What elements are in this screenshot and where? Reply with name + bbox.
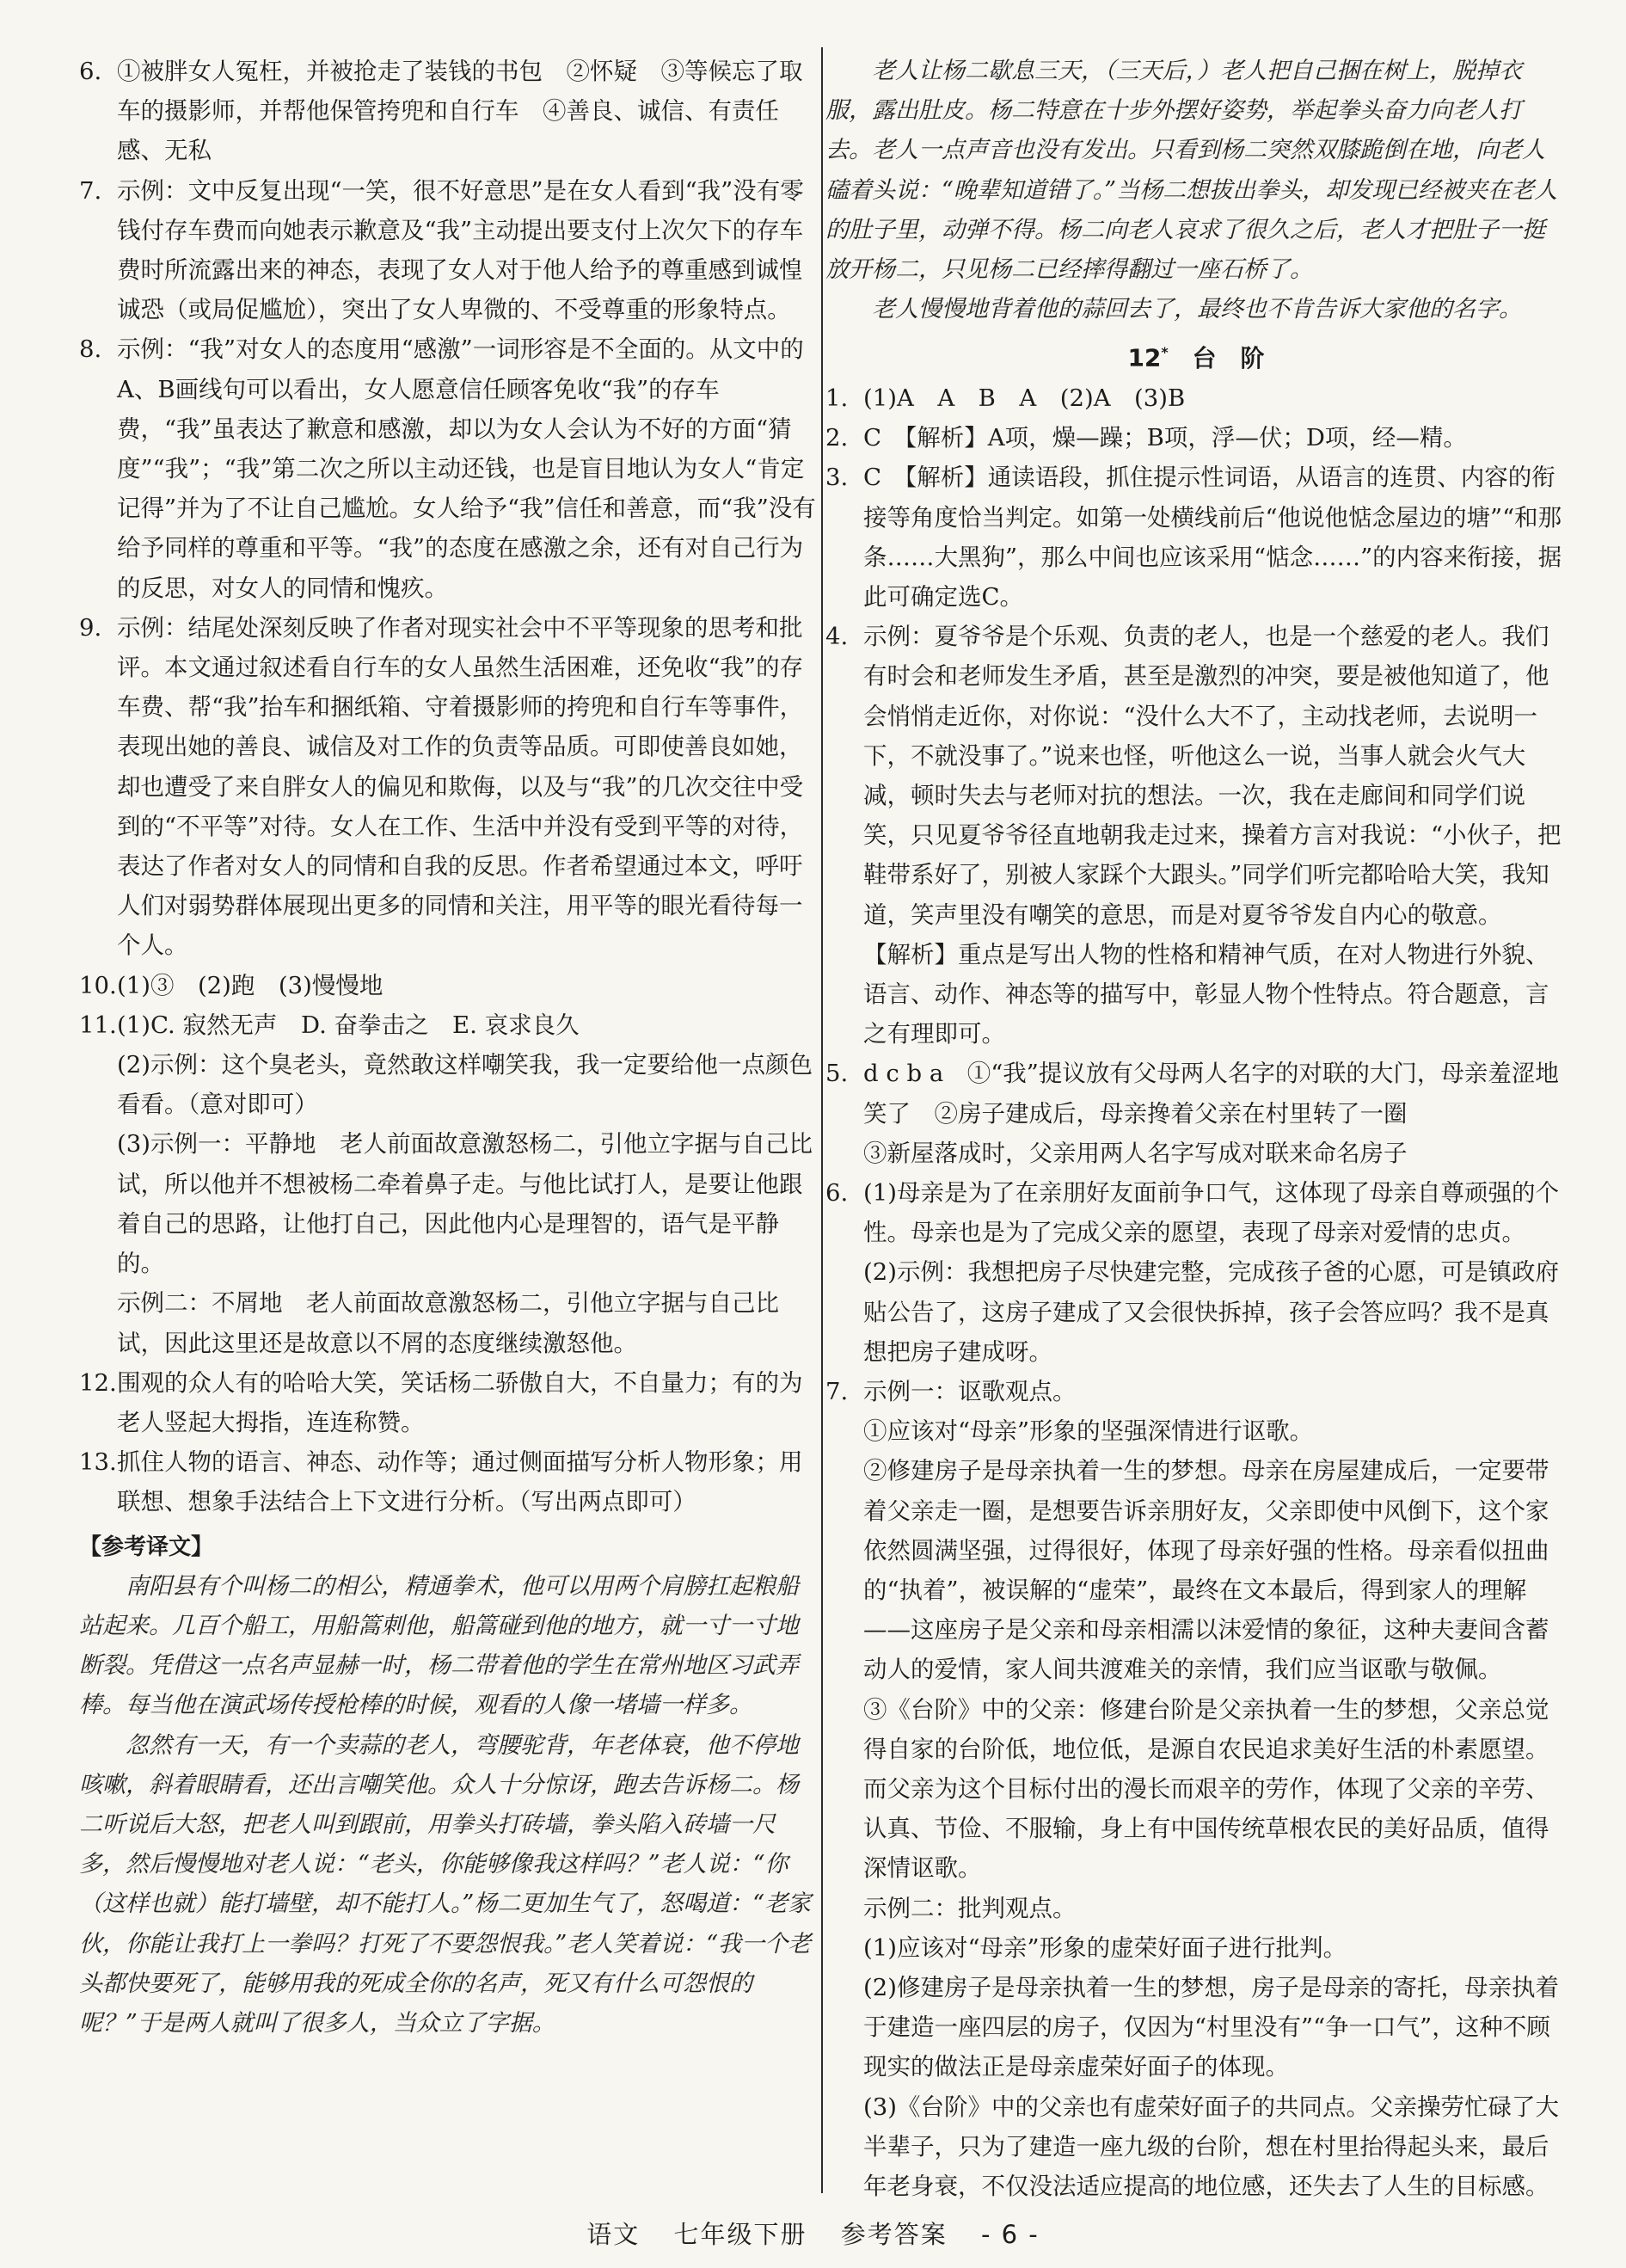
answer-text: 示例：结尾处深刻反映了作者对现实社会中不平等现象的思考和批评。本文通过叙述看自行车的女人虽然生活困难，还免收“我”的存车费、帮“我”抬车和捆纸箱、守着摄影师的挎兜和自行车等事件，表现出她的善良、诚信及对工作的负责等品质。可即使善良如她，却也遭受了来自胖女人的偏见和欺侮，以及与“我”的几次交往中受到的“不平等”对待。女人在工作、生活中并没有受到平等的对待，表达了作者对女人的同情和自我的反思。作者希望通过本文，呼吁人们对弱势群体展现出更多的同情和关注，用平等的眼光看待每一个人。 — [117, 613, 804, 960]
answer-text: 示例：文中反复出现“一笑，很不好意思”是在女人看到“我”没有零钱付存车费而向她表示歉意及“我”主动提出要支付上次欠下的存车费时所流露出来的神态，表现了女人对于他人给予的尊重感到诚惶诚恐（或局促尴尬），突出了女人卑微的、不受尊重的形象特点。 — [117, 176, 804, 324]
translation-body — [79, 1567, 820, 2044]
answer-item — [79, 171, 820, 330]
answer-text: 示例二：不屑地 老人前面故意激怒杨二，引他立字据与自己比试，因此这里还是故意以不屑的态度继续激怒他。 — [117, 1289, 779, 1357]
section-mark: * — [1161, 344, 1169, 361]
answer-number: 8. — [79, 335, 102, 364]
answer-text: (3)示例一：平静地 老人前面故意激怒杨二，引他立字据与自己比试，所以他并不想被杨二牵着鼻子走。与他比试打人，是要让他跟着自己的思路，让他打自己，因此他内心是理智的，语气是平静的。 — [117, 1130, 813, 1278]
footer-label: 参考答案 — [840, 2220, 948, 2249]
answer-number: 6. — [825, 1179, 849, 1208]
answer-text: (2)修建房子是母亲执着一生的梦想，房子是母亲的寄托，母亲执着于建造一座四层的房子，仅因为“村里没有”“争一口气”，这种不顾现实的做法正是母亲虚荣好面子的体现。 — [863, 1974, 1559, 2081]
answer-text: 示例：夏爷爷是个乐观、负责的老人，也是一个慈爱的老人。我们有时会和老师发生矛盾，甚至是激烈的冲突，要是被他知道了，他会悄悄走近你，对你说：“没什么大不了，主动找老师，去说明一下，不就没事了。”说来也怪，听他这么一说，当事人就会火气大减，顿时失去与老师对抗的想法。一次，我在走廊间和同学们说笑，只见夏爷爷径直地朝我走过来，操着方言对我说：“小伙子，把鞋带系好了，别被人家踩个大跟头。”同学们听完都哈哈大笑，我知道，笑声里没有嘲笑的意思，而是对夏爷爷发自内心的敬意。 — [863, 623, 1562, 929]
answer-text: C 【解析】通读语段，抓住提示性词语，从语言的连贯、内容的衔接等角度恰当判定。如第一处横线前后“他说他惦念屋边的塘”“和那条……大黑狗”，那么中间也应该采用“惦念……”的内容来衔接，据此可确定选C。 — [863, 464, 1562, 611]
section-number: 12 — [1127, 343, 1162, 372]
answer-number: 10. — [79, 971, 117, 999]
page-footer — [0, 2216, 1626, 2251]
footer-page-number: - 6 - — [980, 2220, 1040, 2249]
answer-item — [825, 1054, 1567, 1173]
answer-number: 4. — [825, 623, 849, 651]
answer-item — [825, 1173, 1567, 1372]
answer-text: (1)C. 寂然无声 D. 奋拳击之 E. 哀求良久 — [117, 1011, 580, 1039]
answer-text: ①被胖女人冤枉，并被抢走了装钱的书包 ②怀疑 ③等候忘了取车的摄影师，并帮他保管挎兜和自行车 ④善良、诚信、有责任感、无私 — [117, 58, 803, 165]
answer-item — [79, 608, 820, 966]
answer-number: 5. — [825, 1060, 849, 1088]
answer-text: 示例一：讴歌观点。 — [863, 1378, 1077, 1406]
answer-item — [825, 378, 1567, 418]
translation-paragraph: 老人让杨二歇息三天，（三天后，）老人把自己捆在树上，脱掉衣服，露出肚皮。杨二特意在十步外摆好姿势，举起拳头奋力向老人打去。老人一点声音也没有发出。只看到杨二突然双膝跪倒在地，向老人磕着头说：“晚辈知道错了。”当杨二想拔出拳头，却发现已经被夹在老人的肚子里，动弹不得。杨二向老人哀求了很久之后，老人才把肚子一挺放开杨二，只见杨二已经摔得翻过一座石桥了。 — [825, 58, 1558, 284]
answer-number: 1. — [825, 384, 849, 412]
answer-text: ②修建房子是母亲执着一生的梦想。母亲在房屋建成后，一定要带着父亲走一圈，是想要告诉亲朋好友，父亲即使中风倒下，这个家依然圆满坚强，过得很好，体现了母亲好强的性格。母亲看似扭曲的“执着”，被误解的“虚荣”，最终在文本最后，得到家人的理解——这座房子是父亲和母亲相濡以沫爱情的象征，这种夫妻间含蓄动人的爱情，家人间共渡难关的亲情，我们应当讴歌与敬佩。 — [863, 1457, 1549, 1684]
answer-item — [79, 52, 820, 171]
answer-text: (1)③ (2)跑 (3)慢慢地 — [117, 971, 383, 999]
translation-continued — [825, 52, 1567, 329]
right-answer-list — [825, 378, 1567, 2206]
answer-text: (1)A A B A (2)A (3)B — [863, 384, 1186, 412]
answer-text: 【解析】重点是写出人物的性格和精神气质，在对人物进行外貌、语言、动作、神态等的描写中，彰显人物个性特点。符合题意，言之有理即可。 — [863, 940, 1549, 1048]
translation-paragraph: 老人慢慢地背着他的蒜回去了，最终也不肯告诉大家他的名字。 — [872, 296, 1522, 323]
answer-text: d c b a ①“我”提议放有父母两人名字的对联的大门，母亲羞涩地笑了 ②房子建成后，母亲搀着父亲在村里转了一圈 — [863, 1060, 1559, 1128]
answer-number: 7. — [79, 176, 102, 205]
answer-item — [79, 1442, 820, 1521]
answer-number: 3. — [825, 464, 849, 492]
answer-number: 11. — [79, 1011, 117, 1039]
answer-number: 6. — [79, 58, 102, 85]
answer-item — [825, 617, 1567, 1054]
answer-item — [825, 458, 1567, 617]
answer-text: (1)母亲是为了在亲朋好友面前争口气，这体现了母亲自尊顽强的个性。母亲也是为了完成父亲的愿望，表现了母亲对爱情的忠贞。 — [863, 1179, 1559, 1247]
section-title — [825, 333, 1567, 378]
answer-number: 7. — [825, 1378, 849, 1406]
answer-text: 抓住人物的语言、神态、动作等；通过侧面描写分析人物形象；用联想、想象手法结合上下文进行分析。（写出两点即可） — [117, 1448, 803, 1516]
answer-text: (2)示例：我想把房子尽快建完整，完成孩子爸的心愿，可是镇政府贴公告了，这房子建成了又会很快拆掉，孩子会答应吗？我不是真想把房子建成呀。 — [863, 1258, 1559, 1366]
left-answer-list — [79, 52, 820, 1522]
answer-text: ③《台阶》中的父亲：修建台阶是父亲执着一生的梦想，父亲总觉得自家的台阶低，地位低，是源自农民追求美好生活的朴素愿望。而父亲为这个目标付出的漫长而艰辛的劳作，体现了父亲的辛劳、认真、节俭、不服输，身上有中国传统草根农民的美好品质，值得深情讴歌。 — [863, 1695, 1549, 1883]
answer-text: (2)示例：这个臭老头，竟然敢这样嘲笑我，我一定要给他一点颜色看看。（意对即可） — [117, 1051, 813, 1119]
answer-item — [79, 966, 820, 1005]
answer-number: 13. — [79, 1448, 117, 1477]
section-name: 台 阶 — [1192, 343, 1265, 372]
answer-text: ①应该对“母亲”形象的坚强深情进行讴歌。 — [863, 1417, 1314, 1446]
answer-item — [79, 1363, 820, 1442]
answer-text: 示例二：批判观点。 — [863, 1894, 1077, 1922]
right-column — [825, 52, 1567, 2206]
translation-paragraph: 南阳县有个叫杨二的相公，精通拳术，他可以用两个肩膀扛起粮船站起来。几百个船工，用船篙刺他，船篙碰到他的地方，就一寸一寸地断裂。凭借这一点名声显赫一时，杨二带着他的学生在常州地区习武弄棒。每当他在演武场传授枪棒的时候，观看的人像一堵墙一样多。 — [79, 1572, 799, 1719]
answer-text: 围观的众人有的哈哈大笑，笑话杨二骄傲自大，不自量力；有的为老人竖起大拇指，连连称赞。 — [117, 1368, 803, 1436]
answer-item — [825, 1372, 1567, 2206]
translation-heading: 【参考译文】 — [79, 1534, 214, 1560]
footer-subject: 语文 — [586, 2220, 641, 2249]
footer-grade: 七年级下册 — [673, 2220, 807, 2249]
answer-text: 示例：“我”对女人的态度用“感激”一词形容是不全面的。从文中的A、B画线句可以看出，女人愿意信任顾客免收“我”的存车费，“我”虽表达了歉意和感激，却以为女人会认为不好的方面“猜度”“我”；“我”第二次之所以主动还钱，也是盲目地认为女人“肯定记得”并为了不让自己尴尬。女人给予“我”信任和善意，而“我”没有给予同样的尊重和平等。“我”的态度在感激之余，还有对自己行为的反思，对女人的同情和愧疚。 — [117, 335, 816, 602]
answer-item — [79, 329, 820, 607]
translation-paragraph: 忽然有一天，有一个卖蒜的老人，弯腰驼背，年老体衰，他不停地咳嗽，斜着眼睛看，还出言嘲笑他。众人十分惊讶，跑去告诉杨二。杨二听说后大怒，把老人叫到跟前，用拳头打砖墙，拳头陷入砖墙一尺多，然后慢慢地对老人说：“老头，你能够像我这样吗？”老人说：“你（这样也就）能打墙壁，却不能打人。”杨二更加生气了，怒喝道：“老家伙，你能让我打上一拳吗？打死了不要怨恨我。”老人笑着说：“我一个老头都快要死了，能够用我的死成全你的名声，死又有什么可怨恨的呢？”于是两人就叫了很多人，当众立了字据。 — [79, 1731, 812, 2037]
answer-text: (1)应该对“母亲”形象的虚荣好面子进行批判。 — [863, 1933, 1347, 1962]
answer-text: (3)《台阶》中的父亲也有虚荣好面子的共同点。父亲操劳忙碌了大半辈子，只为了建造一座九级的台阶，想在村里抬得起头来，最后年老身衰，不仅没法适应提高的地位感，还失去了人生的目标感。 — [863, 2093, 1559, 2201]
answer-text: C 【解析】A项，燥—躁；B项，浮—伏；D项，经—精。 — [863, 424, 1467, 452]
left-column — [79, 52, 820, 2044]
answer-item — [79, 1005, 820, 1363]
answer-item — [825, 418, 1567, 458]
column-divider — [821, 47, 823, 2193]
answer-number: 12. — [79, 1368, 117, 1397]
answer-text: ③新屋落成时，父亲用两人名字写成对联来命名房子 — [863, 1139, 1408, 1167]
answer-number: 9. — [79, 613, 102, 642]
answer-number: 2. — [825, 424, 849, 452]
